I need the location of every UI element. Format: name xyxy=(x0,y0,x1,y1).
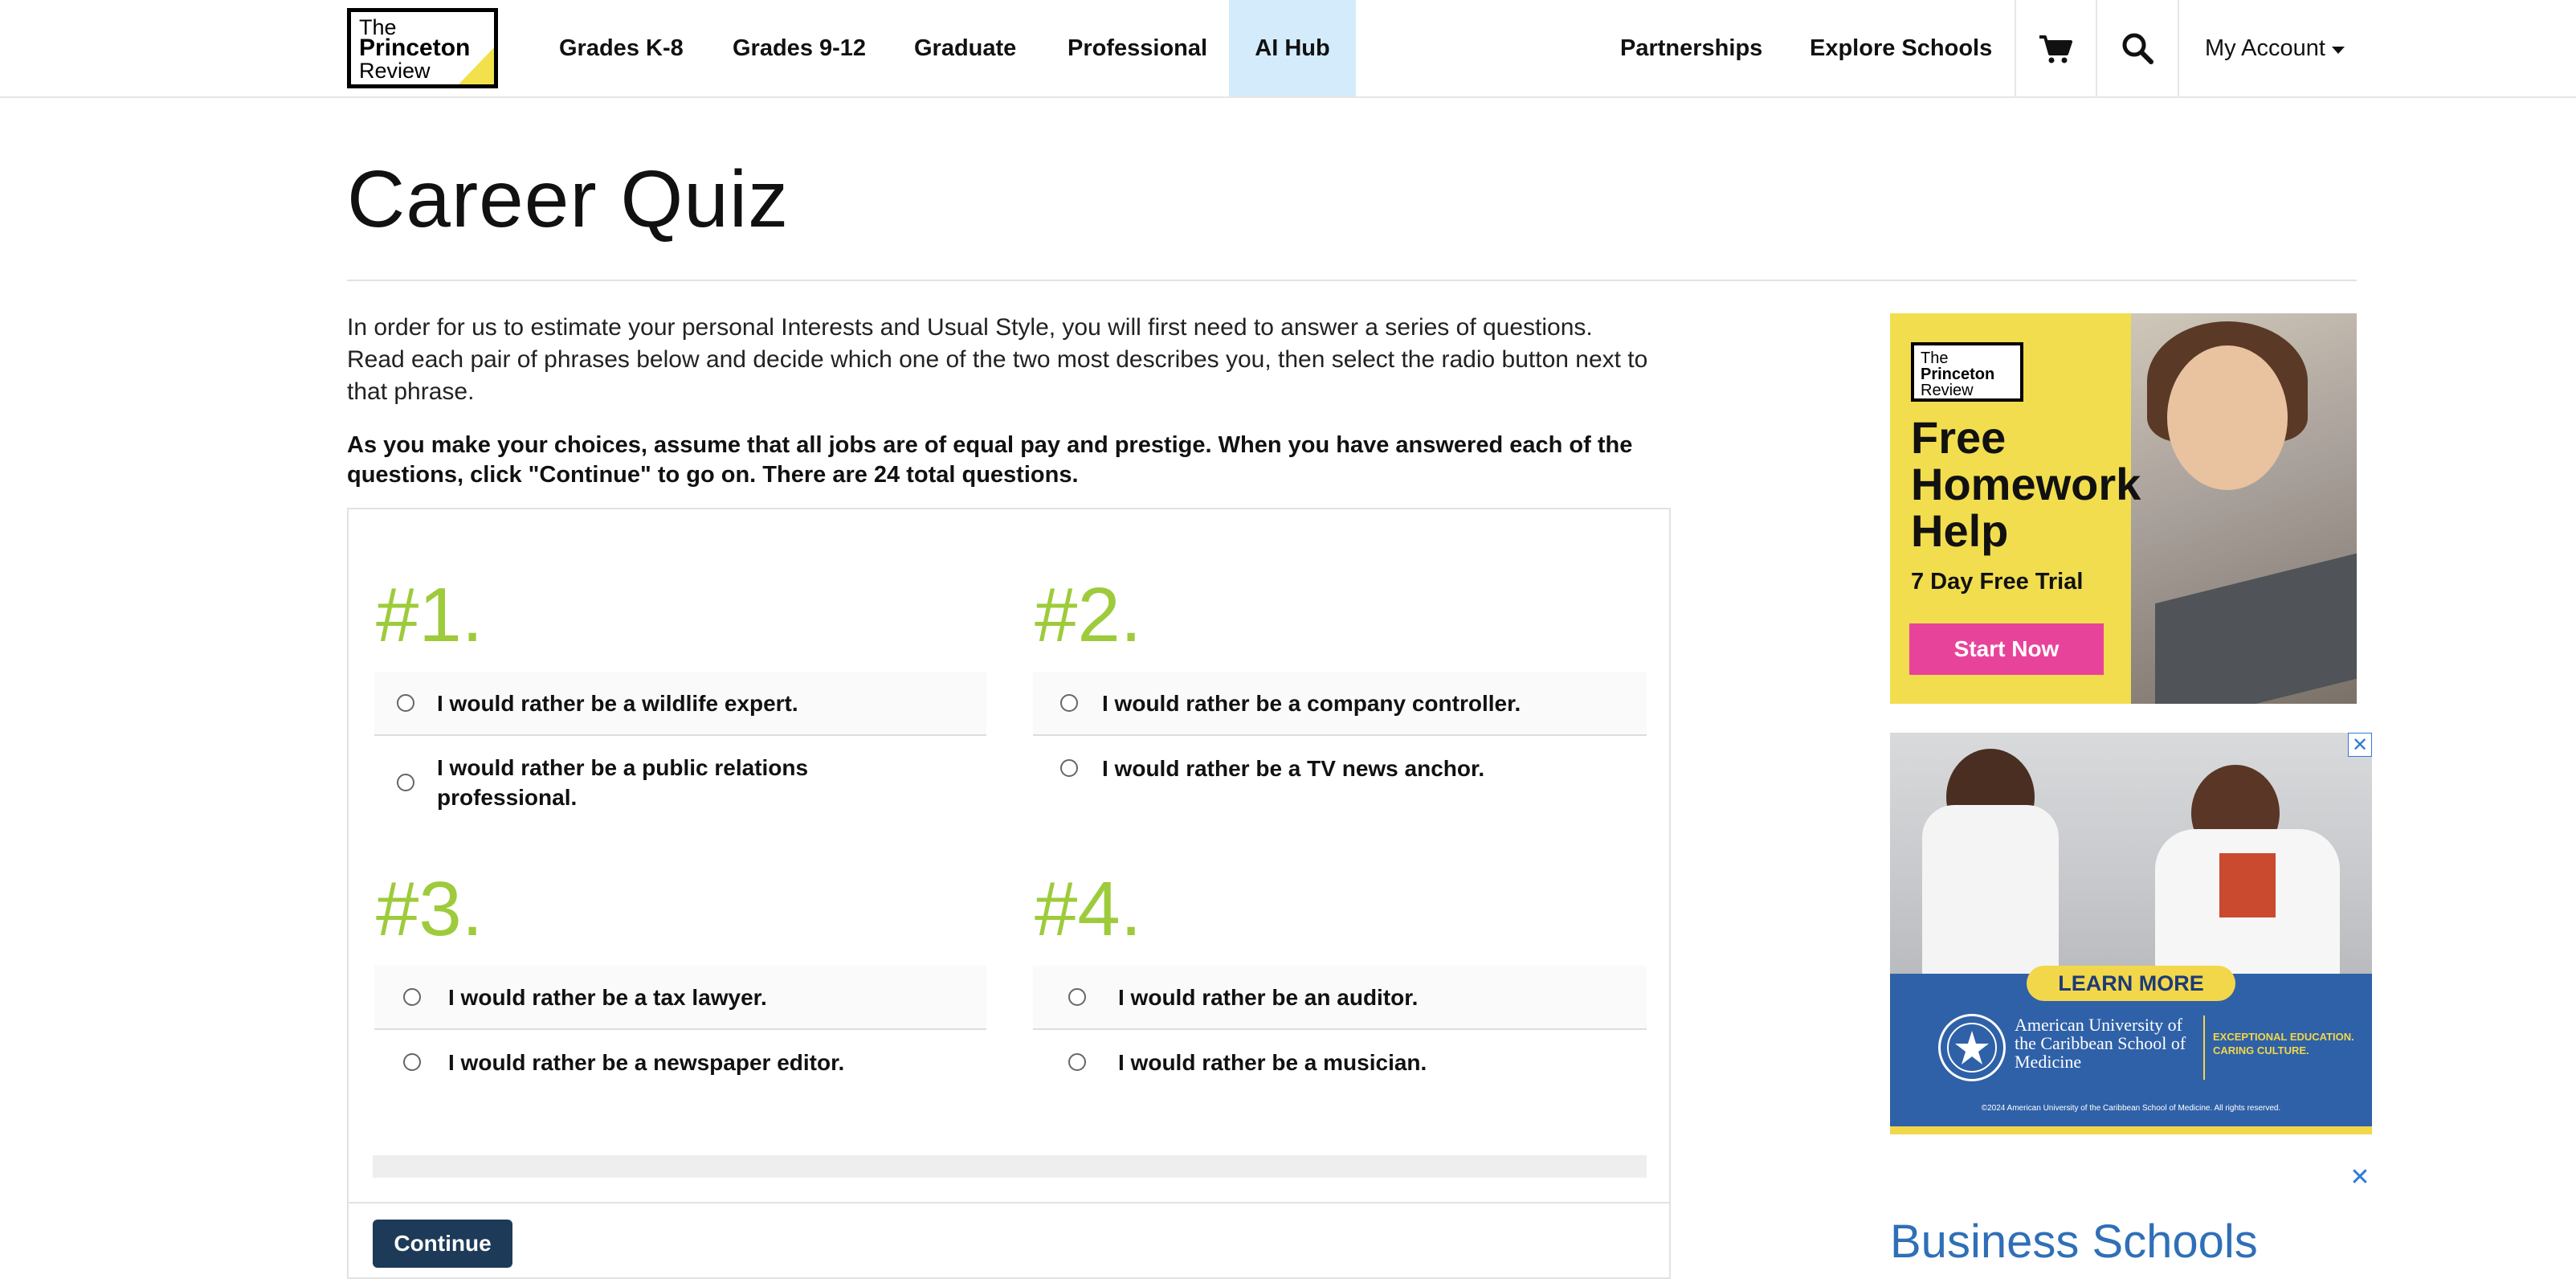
my-account-label: My Account xyxy=(2205,35,2325,61)
business-schools-ad-text[interactable]: Business Schools xyxy=(1890,1216,2258,1268)
ad-photo-face xyxy=(2167,345,2288,490)
option-label: I would rather be a newspaper editor. xyxy=(448,1049,845,1075)
question-4-option-a[interactable] xyxy=(1033,966,1647,1030)
radio-button[interactable] xyxy=(403,988,421,1006)
question-number: #3. xyxy=(376,866,484,952)
option-label: I would rather be a TV news anchor. xyxy=(1102,755,1485,781)
nav-graduate[interactable]: Graduate xyxy=(914,35,1017,61)
chevron-down-icon xyxy=(2332,47,2345,54)
question-3-option-b[interactable] xyxy=(374,1030,986,1094)
ad-logo-line-the: The xyxy=(1921,349,1949,367)
nav-explore-schools[interactable]: Explore Schools xyxy=(1810,35,1993,61)
shopping-cart-icon[interactable] xyxy=(2036,29,2075,67)
title-divider xyxy=(347,280,2357,281)
ad-princeton-review-logo xyxy=(1911,342,2023,402)
radio-button[interactable] xyxy=(1068,1053,1086,1071)
nav-separator xyxy=(2015,0,2016,96)
question-4-option-b[interactable] xyxy=(1033,1030,1647,1094)
close-icon[interactable]: ✕ xyxy=(2348,733,2372,757)
question-2-option-a[interactable] xyxy=(1033,672,1647,736)
search-icon[interactable] xyxy=(2118,29,2157,67)
university-seal-icon xyxy=(1938,1014,2006,1081)
radio-button[interactable] xyxy=(1060,759,1078,777)
nav-grades-9-12[interactable]: Grades 9-12 xyxy=(733,35,867,61)
question-number: #1. xyxy=(376,572,484,658)
instructions-paragraph: As you make your choices, assume that all jobs are of equal pay and prestige. When you have answered each of the questions, click "Continue" to go on. There are 24 total questions. xyxy=(347,432,1633,488)
logo-yellow-corner xyxy=(457,46,496,86)
logo-line-princeton: Princeton xyxy=(359,35,471,61)
quiz-progress-strip xyxy=(373,1155,1647,1178)
medical-school-ad[interactable] xyxy=(1890,733,2372,1134)
nav-separator xyxy=(2096,0,2097,96)
question-1-option-b[interactable] xyxy=(374,736,986,829)
start-now-button[interactable]: Start Now xyxy=(1909,623,2104,675)
option-label: I would rather be a musician. xyxy=(1118,1049,1427,1075)
ad-yellow-divider xyxy=(2203,1015,2205,1080)
nav-ai-hub[interactable]: AI Hub xyxy=(1229,0,1356,96)
nav-separator xyxy=(2178,0,2179,96)
radio-button[interactable] xyxy=(397,694,414,712)
ad-headline: Free Homework Help xyxy=(1911,412,2141,556)
option-label: I would rather be a tax lawyer. xyxy=(448,984,767,1010)
ad-logo-line-review: Review xyxy=(1921,382,1974,399)
question-1-option-a[interactable] xyxy=(374,672,986,736)
ad-yellow-stripe xyxy=(1890,1126,2372,1134)
option-label: I would rather be an auditor. xyxy=(1118,984,1419,1010)
ad-tagline: EXCEPTIONAL EDUCATION. CARING CULTURE. xyxy=(2213,1031,2354,1056)
radio-button[interactable] xyxy=(403,1053,421,1071)
close-icon[interactable]: ✕ xyxy=(2349,1163,2370,1191)
intro-paragraph: In order for us to estimate your personal Interests and Usual Style, you will first need to answer a series of questions. Read each pair of phrases below and decide which one of the two most describes you, then select the radio button next to that phrase. xyxy=(347,314,1648,405)
question-number: #2. xyxy=(1035,572,1142,658)
continue-button[interactable]: Continue xyxy=(373,1220,512,1268)
ad-logo-line-princeton: Princeton xyxy=(1921,366,1995,383)
logo-line-the: The xyxy=(359,15,397,39)
top-navigation-bar xyxy=(0,0,2576,98)
princeton-review-logo[interactable] xyxy=(347,8,498,88)
question-3-option-a[interactable] xyxy=(374,966,986,1030)
homework-help-ad[interactable] xyxy=(1890,313,2357,704)
radio-button[interactable] xyxy=(1060,694,1078,712)
quiz-form xyxy=(347,508,1671,1279)
page-title: Career Quiz xyxy=(347,154,790,244)
my-account-menu[interactable] xyxy=(2205,0,2345,96)
radio-button[interactable] xyxy=(1068,988,1086,1006)
ad-photo-shirt xyxy=(2219,853,2276,917)
ad-subhead: 7 Day Free Trial xyxy=(1911,569,2084,595)
question-number: #4. xyxy=(1035,866,1142,952)
ad-legal-text: ©2024 American University of the Caribbean School of Medicine. All rights reserved. xyxy=(1981,1104,2281,1113)
option-label: I would rather be a public relations professional. xyxy=(437,755,809,810)
nav-partnerships[interactable]: Partnerships xyxy=(1620,35,1763,61)
quiz-footer-divider xyxy=(349,1202,1669,1203)
question-2-option-b[interactable] xyxy=(1033,736,1647,800)
nav-professional[interactable]: Professional xyxy=(1068,35,1208,61)
learn-more-button[interactable]: LEARN MORE xyxy=(2027,966,2235,1001)
radio-button[interactable] xyxy=(397,774,414,791)
ad-photo-labcoat-left xyxy=(1922,805,2059,990)
option-label: I would rather be a company controller. xyxy=(1102,690,1521,716)
nav-grades-k8[interactable]: Grades K-8 xyxy=(559,35,684,61)
option-label: I would rather be a wildlife expert. xyxy=(437,690,798,716)
logo-line-review: Review xyxy=(359,59,431,83)
ad-school-name: American University of the Caribbean School of Medicine xyxy=(2015,1015,2186,1072)
